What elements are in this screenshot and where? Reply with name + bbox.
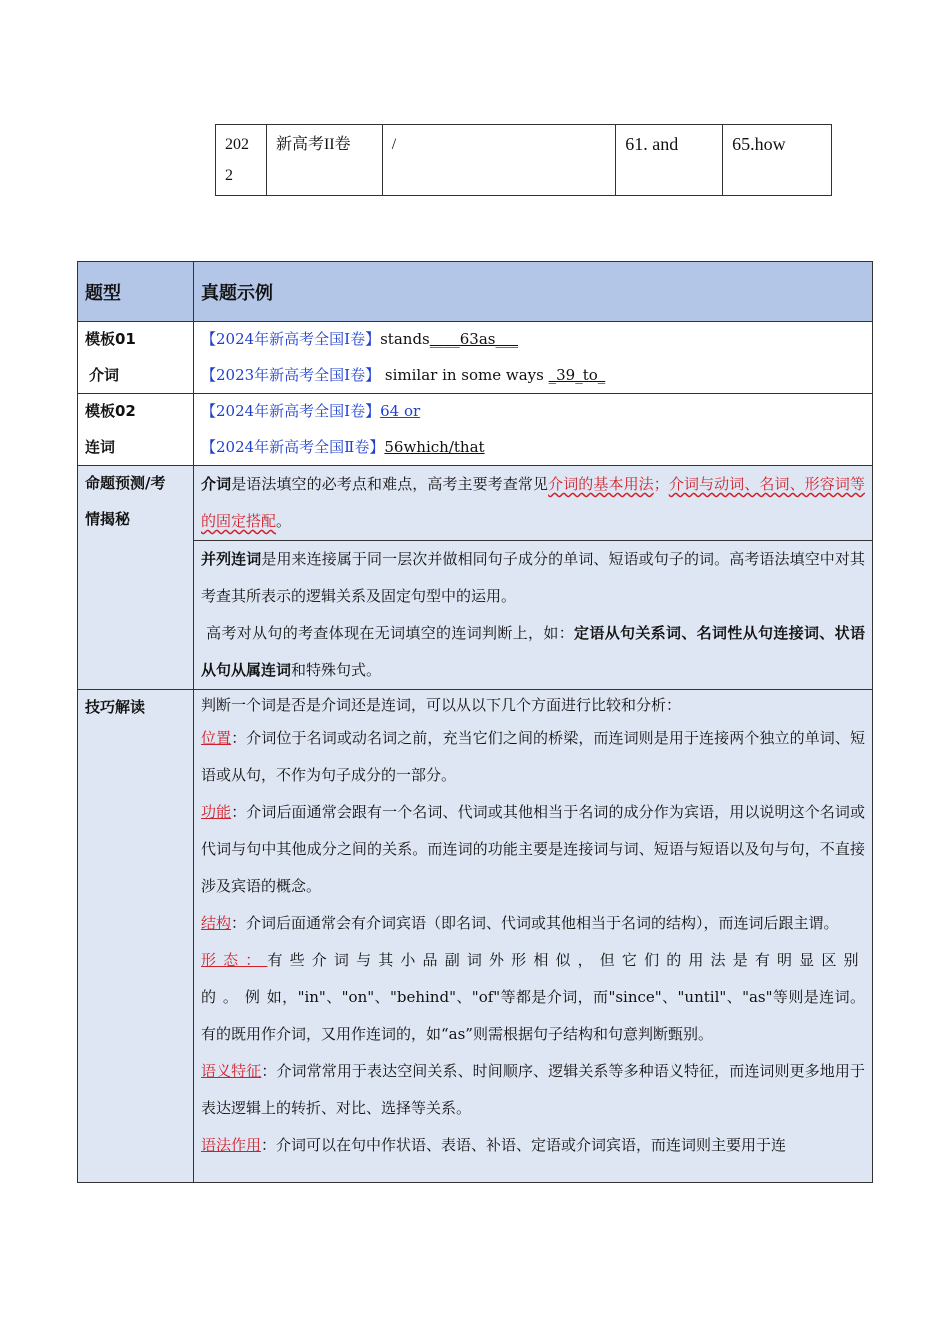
- example-text: stands: [380, 330, 430, 348]
- year-cell: [216, 125, 267, 196]
- prediction-paragraph-1: [194, 466, 873, 541]
- skill-structure: [201, 905, 865, 942]
- template-01-type: 介词: [89, 365, 120, 384]
- keyword: 并列连词: [201, 550, 262, 568]
- year-line-1: 202: [225, 136, 249, 153]
- skill-form: [201, 942, 865, 1053]
- template-02-type: 连词: [85, 437, 116, 456]
- template-01-examples: [194, 322, 873, 394]
- example-line: [201, 358, 865, 394]
- skill-text: 如，"in"、"on"、"behind"、"of"等都是介词，而"since"、"until"、"as"等则是连词。有的既用作介词，又用作连词的，如“as”则需根据句子结构和句意判断甄别。: [201, 988, 865, 1043]
- prediction-label-line-1: 命题预测/考: [85, 474, 166, 492]
- answer-cell-65: 65.how: [723, 125, 832, 196]
- paragraph-text: 是语法填空的必考点和难点，高考主要考查常见: [231, 475, 549, 493]
- template-02-row: [78, 394, 873, 466]
- skill-semantics: [201, 1053, 865, 1127]
- template-02-label: [78, 394, 194, 466]
- conjunction-paragraph: [201, 541, 865, 615]
- separator: ；: [653, 475, 669, 493]
- year-line-2: 2: [225, 167, 233, 184]
- skill-grammar: [201, 1127, 865, 1164]
- example-text: similar in some ways: [380, 365, 549, 384]
- paragraph-end: 和特殊句式。: [291, 661, 382, 679]
- template-02-title: 模板02: [85, 402, 136, 420]
- example-source: 【2024年新高考全国Ⅰ卷】: [201, 330, 381, 348]
- example-source: 【2024年新高考全国Ⅰ卷】: [201, 402, 381, 420]
- skills-row: [78, 690, 873, 1183]
- highlight: 介词与动词、名词、形容词等的固定搭配: [201, 475, 865, 530]
- template-01-label: [78, 322, 194, 394]
- example-line: [201, 394, 865, 430]
- skills-intro: 判断一个词是否是介词还是连词，可以从以下几个方面进行比较和分析：: [201, 696, 682, 714]
- skill-position: [201, 720, 865, 794]
- example-answer: ____63as___: [429, 330, 518, 348]
- skill-label: 位置: [201, 729, 232, 747]
- skills-content: [194, 690, 873, 1183]
- answer-cell-61: 61. and: [616, 125, 723, 196]
- prediction-row-2: [78, 541, 873, 690]
- skill-label: 语义特征: [201, 1062, 262, 1080]
- skills-label: 技巧解读: [78, 690, 194, 1183]
- skill-function: [201, 794, 865, 905]
- template-02-examples: [194, 394, 873, 466]
- example-answer: 64 or: [380, 402, 421, 420]
- skill-text: ：介词可以在句中作状语、表语、补语、定语或介词宾语，而连词则主要用于连: [261, 1136, 787, 1154]
- slash-cell: /: [382, 125, 615, 196]
- example-line: [201, 430, 865, 466]
- example-source: 【2023年新高考全国Ⅰ卷】: [201, 365, 381, 384]
- skill-label: 形态：: [201, 951, 268, 969]
- skill-label: 功能: [201, 803, 232, 821]
- prediction-row-1: [78, 466, 873, 541]
- skill-text: ：介词后面通常会有介词宾语（即名词、代词或其他相当于名词的结构），而连词后跟主谓。: [231, 914, 839, 932]
- skill-label: 语法作用: [201, 1136, 262, 1154]
- table-row: [216, 125, 832, 196]
- highlight: 介词的基本用法: [548, 475, 654, 493]
- clause-paragraph: [201, 615, 865, 689]
- question-type-table: [77, 261, 873, 1183]
- prediction-label-line-2: 情揭秘: [85, 509, 131, 528]
- example-source: 【2024年新高考全国Ⅱ卷】: [201, 437, 385, 456]
- exam-answers-table: [215, 124, 832, 196]
- skill-text: 有些介词与其小品副词外形相似，但它们的用法是有明显区别的。例: [201, 951, 865, 1006]
- paragraph-end: 。: [276, 512, 292, 530]
- prediction-label: [78, 466, 194, 690]
- example-line: [201, 322, 865, 358]
- header-examples: 真题示例: [194, 262, 873, 322]
- example-answer: 56which/that: [384, 437, 485, 456]
- table-header-row: [78, 262, 873, 322]
- exam-cell: 新高考II卷: [266, 125, 382, 196]
- keyword: 介词: [201, 475, 232, 493]
- keyword: 定语从句关系词、名词性从句连接词、状语从句从属连词: [201, 624, 865, 679]
- paragraph-text: 高考对从句的考查体现在无词填空的连词判断上，如：: [201, 624, 575, 642]
- skill-text: ：介词位于名词或动名词之前，充当它们之间的桥梁，而连词则是用于连接两个独立的单词、短语或从句，不作为句子成分的一部分。: [201, 729, 865, 784]
- template-01-title: 模板01: [85, 330, 136, 348]
- paragraph-text: 是用来连接属于同一层次并做相同句子成分的单词、短语或句子的词。高考语法填空中对其考查其所表示的逻辑关系及固定句型中的运用。: [201, 550, 865, 605]
- skill-text: ：介词后面通常会跟有一个名词、代词或其他相当于名词的成分作为宾语，用以说明这个名词或代词与句中其他成分之间的关系。而连词的功能主要是连接词与词、短语与短语以及句与句，不直接涉及宾语的概念。: [201, 803, 865, 895]
- skill-label: 结构: [201, 914, 232, 932]
- template-01-row: [78, 322, 873, 394]
- prediction-paragraph-2: [194, 541, 873, 690]
- skill-text: ：介词常常用于表达空间关系、时间顺序、逻辑关系等多种语义特征，而连词则更多地用于表达逻辑上的转折、对比、选择等关系。: [201, 1062, 865, 1117]
- example-answer: _39_to_: [548, 365, 606, 384]
- header-type: 题型: [78, 262, 194, 322]
